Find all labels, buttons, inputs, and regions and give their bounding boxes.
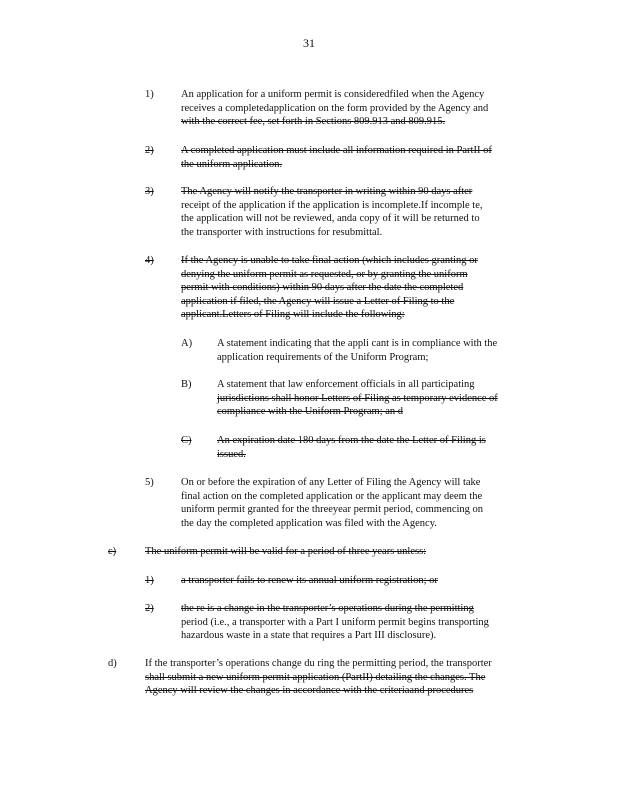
text-line: final action on the completed application or the applicant may deem the (181, 490, 483, 502)
text-line: the transporter with instructions for resubmittal. (181, 226, 383, 238)
text-line: application requirements of the Uniform Program; (217, 351, 429, 363)
text-line: If the transporter’s operations change du ring the permitting period, the transporter (145, 658, 492, 669)
struck-text-line: shall submit a new uniform permit application (PartII) detailing the changes. The (145, 671, 486, 683)
section-item (145, 545, 475, 559)
text-line: hazardous waste in a state that requires a Part III disclosure). (181, 630, 437, 642)
page-number: 31 (303, 36, 315, 50)
list-item (181, 88, 531, 129)
struck-text-line: Agency will review the changes in accordance with the criteriaand procedures (145, 685, 474, 697)
list-item (181, 476, 526, 530)
text-line: period (i.e., a transporter with a Part I uniform permit begins transporting (181, 616, 489, 628)
text-line: receipt of the application if the application is incomplete.If incomple te, (181, 199, 483, 211)
text-line: A statement indicating that the appli cant is in compliance with the (217, 338, 498, 349)
list-item (181, 254, 531, 322)
section-label: d) (108, 658, 117, 669)
item-label: 3) (145, 186, 154, 197)
sub-item-label: C) (181, 435, 192, 446)
struck-text-line: applicant.Letters of Filing will include the following: (181, 309, 405, 321)
sub-list-item (217, 434, 527, 461)
struck-text-line: If the Agency is unable to take final action (which includes granting or (181, 255, 478, 266)
text-line: receives a completedapplication on the form provided by the Agency and (181, 102, 489, 114)
struck-text-line: with the correct fee, set forth in Sections 809.913 and 809.915. (181, 116, 446, 128)
struck-text-line: application if filed, the Agency will issue a Letter of Filing to the (181, 295, 455, 307)
sub-item-label: A) (181, 338, 193, 349)
struck-text-line: The Agency will notify the transporter in writing within 90 days after (181, 186, 473, 197)
list-item (181, 574, 481, 588)
list-item (181, 602, 526, 643)
text-line: On or before the expiration of any Letter of Filing the Agency will take (181, 477, 481, 488)
struck-text-line: the uniform application. (181, 158, 283, 170)
list-item (181, 144, 531, 171)
struck-text-line: a transporter fails to renew its annual uniform registration; or (181, 575, 438, 586)
struck-text-line: compliance with the Uniform Program; an d (217, 406, 404, 418)
item-label: 1) (145, 89, 154, 100)
section-label: c) (108, 546, 117, 557)
struck-text-line: denying the uniform permit as requested, or by granting the uniform (181, 268, 468, 280)
text-line: the day the completed application was filed with the Agency. (181, 517, 437, 529)
item-label: 2) (145, 603, 154, 614)
item-label: 2) (145, 145, 154, 156)
item-label: 4) (145, 255, 154, 266)
section-item (145, 657, 537, 698)
struck-text-line: jurisdictions shall honor Letters of Filing as temporary evidence of (217, 392, 498, 404)
item-label: 1) (145, 575, 154, 586)
struck-text-line: The uniform permit will be valid for a period of three years unless: (145, 546, 427, 557)
text-line: uniform permit granted for the threeyear permit period, commencing on (181, 504, 484, 516)
struck-text-line: issued. (217, 448, 246, 460)
text-line: A statement that law enforcement officials in all participating (217, 379, 475, 390)
struck-text-line: the re is a change in the transporter’s operations during the permitting (181, 603, 474, 614)
item-label: 5) (145, 477, 154, 488)
sub-list-item (217, 337, 541, 364)
struck-text-line: A completed application must include all information required in PartII of (181, 145, 492, 156)
struck-text-line: An expiration date 180 days from the date the Letter of Filing is (217, 435, 486, 446)
list-item (181, 185, 531, 239)
sub-list-item (217, 378, 541, 419)
text-line: the application will not be reviewed, anda copy of it will be returned to (181, 213, 480, 225)
struck-text-line: permit with conditions) within 90 days after the date the completed (181, 282, 464, 294)
text-line: An application for a uniform permit is consideredfiled when the Agency (181, 89, 485, 100)
sub-item-label: B) (181, 379, 192, 390)
